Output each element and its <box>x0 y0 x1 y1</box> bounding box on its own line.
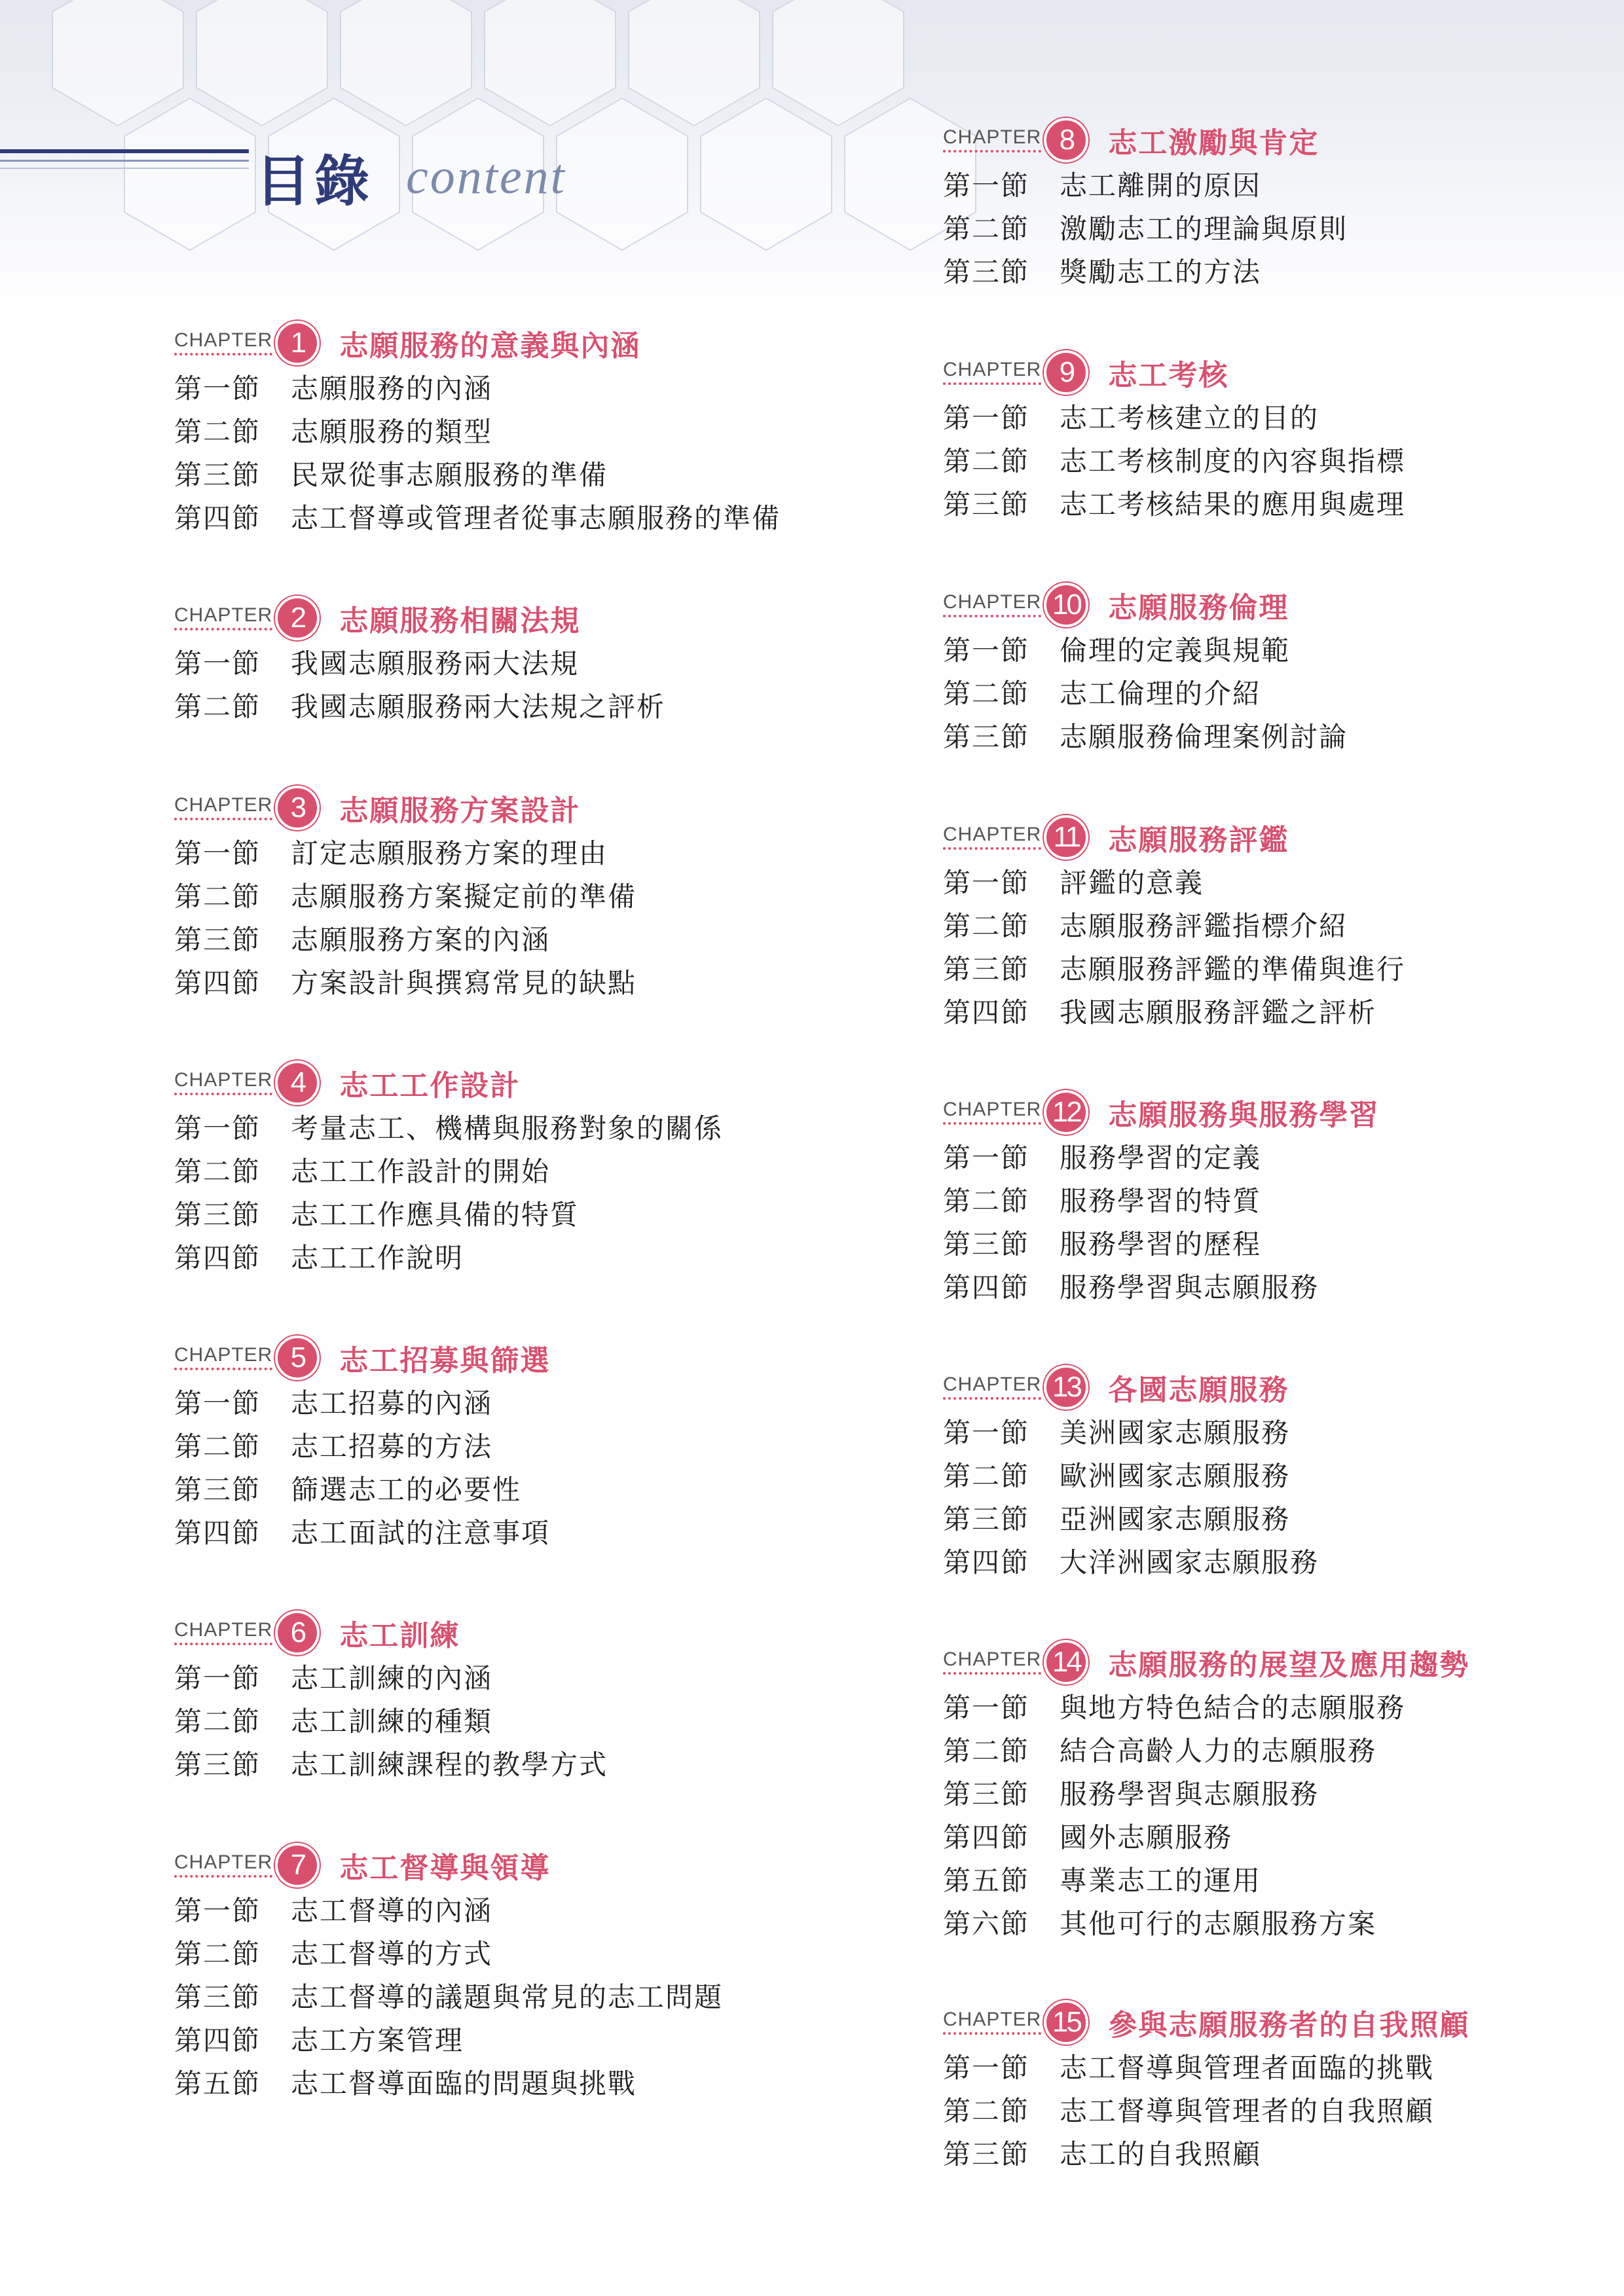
chapter-label: CHAPTER <box>174 331 272 355</box>
section-entry[interactable] <box>174 1380 895 1423</box>
section-entry[interactable] <box>174 409 895 452</box>
section-title: 服務學習的歷程 <box>1060 1228 1262 1260</box>
section-title: 志工督導面臨的問題與挑戰 <box>291 2068 637 2100</box>
section-entry[interactable] <box>174 1974 895 2017</box>
section-title: 激勵志工的理論與原則 <box>1060 213 1348 245</box>
section-entry[interactable] <box>943 1771 1624 1814</box>
section-number: 第一節 <box>943 867 1030 899</box>
section-entry[interactable] <box>174 917 895 960</box>
section-entry[interactable] <box>943 946 1624 989</box>
section-number: 第三節 <box>943 721 1030 753</box>
section-number: 第二節 <box>943 2095 1030 2127</box>
chapter-title: 志願服務評鑑 <box>1108 824 1289 857</box>
section-number: 第一節 <box>943 170 1030 202</box>
chapter-number-badge: 10 <box>1044 583 1088 627</box>
chapter-block <box>174 1061 895 1336</box>
section-number: 第二節 <box>174 691 261 723</box>
section-title: 志工督導的內涵 <box>291 1895 493 1927</box>
section-title: 服務學習與志願服務 <box>1060 1271 1320 1303</box>
section-entry[interactable] <box>943 438 1624 481</box>
section-number: 第二節 <box>943 1735 1030 1767</box>
chapter-heading[interactable] <box>174 596 895 640</box>
chapter-label: CHAPTER <box>943 1100 1041 1125</box>
section-number: 第一節 <box>174 373 261 405</box>
section-entry[interactable] <box>943 206 1624 249</box>
chapter-label: CHAPTER <box>174 1345 272 1370</box>
section-entry[interactable] <box>943 1453 1624 1496</box>
section-number: 第一節 <box>943 1142 1030 1174</box>
chapter-block <box>943 1090 1624 1365</box>
section-number: 第三節 <box>943 488 1030 520</box>
section-title: 志工訓練的種類 <box>291 1705 493 1738</box>
section-entry[interactable] <box>943 395 1624 438</box>
section-title: 志工訓練的內涵 <box>291 1662 493 1694</box>
section-title: 其他可行的志願服務方案 <box>1060 1908 1377 1940</box>
section-entry[interactable] <box>174 1698 895 1741</box>
chapter-heading[interactable] <box>943 1640 1624 1685</box>
section-title: 我國志願服務兩大法規之評析 <box>291 691 666 723</box>
chapter-label: CHAPTER <box>943 2010 1041 2035</box>
chapter-title: 志願服務的展望及應用趨勢 <box>1108 1649 1470 1682</box>
chapter-block <box>943 583 1624 815</box>
section-number: 第三節 <box>943 1228 1030 1260</box>
title-chinese: 目錄 <box>255 148 374 213</box>
section-number: 第二節 <box>174 1938 261 1970</box>
chapter-heading[interactable] <box>174 1843 895 1887</box>
section-number: 第二節 <box>174 1705 261 1738</box>
section-title: 志願服務方案擬定前的準備 <box>291 881 637 913</box>
section-entry[interactable] <box>174 452 895 495</box>
section-entry[interactable] <box>943 903 1624 946</box>
chapter-label: CHAPTER <box>174 1620 272 1645</box>
section-number: 第六節 <box>943 1908 1030 1940</box>
chapter-block <box>174 786 895 1061</box>
chapter-label: CHAPTER <box>943 825 1041 850</box>
section-number: 第二節 <box>174 1430 261 1463</box>
section-title: 與地方特色結合的志願服務 <box>1060 1692 1406 1724</box>
chapter-label: CHAPTER <box>943 1650 1041 1675</box>
chapter-heading[interactable] <box>943 815 1624 860</box>
section-number: 第三節 <box>174 1199 261 1231</box>
section-title: 志工督導與管理者面臨的挑戰 <box>1060 2052 1435 2084</box>
section-number: 第一節 <box>943 1692 1030 1724</box>
section-entry[interactable] <box>174 1510 895 1553</box>
chapter-title: 志工督導與領導 <box>339 1851 551 1885</box>
section-title: 結合高齡人力的志願服務 <box>1060 1735 1377 1767</box>
chapter-block <box>174 1843 895 2118</box>
section-number: 第二節 <box>943 678 1030 710</box>
chapter-title: 志願服務倫理 <box>1108 591 1289 625</box>
section-title: 考量志工、機構與服務對象的關係 <box>291 1112 724 1144</box>
section-number: 第四節 <box>174 2024 261 2056</box>
chapter-block <box>174 1336 895 1611</box>
section-title: 評鑑的意義 <box>1060 867 1204 899</box>
chapter-heading[interactable] <box>174 786 895 830</box>
chapter-title: 志願服務的意義與內涵 <box>339 329 641 363</box>
section-title: 志工的自我照顧 <box>1060 2138 1262 2170</box>
section-title: 亞洲國家志願服務 <box>1060 1503 1291 1535</box>
section-number: 第五節 <box>943 1865 1030 1897</box>
section-entry[interactable] <box>174 1235 895 1278</box>
section-number: 第一節 <box>174 1895 261 1927</box>
chapter-block <box>943 1640 1624 2000</box>
section-number: 第四節 <box>174 1242 261 1274</box>
chapter-heading[interactable] <box>174 1061 895 1105</box>
chapter-title: 志工考核 <box>1108 359 1229 392</box>
section-number: 第三節 <box>174 459 261 491</box>
section-entry[interactable] <box>943 1410 1624 1453</box>
section-entry[interactable] <box>174 1741 895 1785</box>
section-entry[interactable] <box>943 1178 1624 1221</box>
section-entry[interactable] <box>943 2045 1624 2088</box>
section-title: 志願服務倫理案例討論 <box>1060 721 1348 753</box>
section-title: 我國志願服務兩大法規 <box>291 647 580 680</box>
section-title: 國外志願服務 <box>1060 1821 1233 1853</box>
chapter-block <box>943 118 1624 350</box>
section-number: 第五節 <box>174 2068 261 2100</box>
section-number: 第四節 <box>943 1821 1030 1853</box>
chapter-number-badge: 4 <box>275 1061 320 1105</box>
section-entry[interactable] <box>943 627 1624 670</box>
section-number: 第三節 <box>174 1981 261 2013</box>
section-title: 志工工作應具備的特質 <box>291 1199 580 1231</box>
section-number: 第二節 <box>943 1185 1030 1217</box>
chapter-number-badge: 7 <box>275 1843 320 1887</box>
section-title: 歐洲國家志願服務 <box>1060 1460 1291 1492</box>
section-entry[interactable] <box>943 1496 1624 1539</box>
section-title: 倫理的定義與規範 <box>1060 634 1291 666</box>
chapter-title: 志工激勵與肯定 <box>1108 126 1320 160</box>
chapter-heading[interactable] <box>174 1336 895 1380</box>
chapter-block <box>174 596 895 786</box>
section-number: 第一節 <box>943 402 1030 434</box>
section-title: 專業志工的運用 <box>1060 1865 1262 1897</box>
section-entry[interactable] <box>943 1135 1624 1178</box>
section-entry[interactable] <box>174 1148 895 1192</box>
section-number: 第一節 <box>174 837 261 869</box>
chapter-label: CHAPTER <box>174 1070 272 1095</box>
chapter-number-badge: 15 <box>1044 2000 1088 2045</box>
section-title: 志工考核結果的應用與處理 <box>1060 488 1406 520</box>
chapter-title: 志願服務與服務學習 <box>1108 1099 1380 1132</box>
section-number: 第二節 <box>174 416 261 448</box>
section-title: 服務學習的定義 <box>1060 1142 1262 1174</box>
section-title: 志工倫理的介紹 <box>1060 678 1262 710</box>
section-entry[interactable] <box>174 365 895 409</box>
section-entry[interactable] <box>174 2060 895 2104</box>
section-entry[interactable] <box>943 162 1624 206</box>
section-number: 第二節 <box>174 881 261 913</box>
section-entry[interactable] <box>174 873 895 917</box>
section-title: 志願服務的類型 <box>291 416 493 448</box>
chapter-label: CHAPTER <box>943 128 1041 153</box>
section-title: 志工工作說明 <box>291 1242 464 1274</box>
chapter-number-badge: 13 <box>1044 1365 1088 1410</box>
section-number: 第二節 <box>943 445 1030 477</box>
section-number: 第三節 <box>174 1749 261 1781</box>
section-title: 志願服務評鑑指標介紹 <box>1060 910 1348 942</box>
chapter-number-badge: 14 <box>1044 1640 1088 1685</box>
section-title: 志工督導與管理者的自我照顧 <box>1060 2095 1435 2127</box>
section-title: 方案設計與撰寫常見的缺點 <box>291 967 637 999</box>
section-number: 第三節 <box>174 924 261 956</box>
chapter-heading[interactable] <box>943 350 1624 395</box>
section-entry[interactable] <box>174 495 895 538</box>
chapter-title: 志願服務相關法規 <box>339 604 581 638</box>
chapter-label: CHAPTER <box>943 360 1041 385</box>
chapter-title: 參與志願服務者的自我照顧 <box>1108 2009 1470 2042</box>
section-title: 志願服務方案的內涵 <box>291 924 551 956</box>
section-entry[interactable] <box>943 1264 1624 1307</box>
chapter-label: CHAPTER <box>174 1853 272 1878</box>
section-number: 第四節 <box>174 1517 261 1549</box>
title-english: content <box>406 149 566 204</box>
chapter-number-badge: 5 <box>275 1336 320 1380</box>
section-entry[interactable] <box>943 1221 1624 1264</box>
chapter-block <box>943 350 1624 583</box>
section-number: 第一節 <box>943 2052 1030 2084</box>
section-title: 志工招募的內涵 <box>291 1387 493 1419</box>
section-entry[interactable] <box>943 670 1624 714</box>
section-entry[interactable] <box>943 1901 1624 1944</box>
section-title: 志工督導的方式 <box>291 1938 493 1970</box>
toc-left-column <box>174 321 895 2118</box>
section-number: 第三節 <box>943 2138 1030 2170</box>
section-title: 民眾從事志願服務的準備 <box>291 459 608 491</box>
section-title: 志願服務的內涵 <box>291 373 493 405</box>
section-entry[interactable] <box>174 830 895 873</box>
chapter-heading[interactable] <box>943 118 1624 162</box>
section-entry[interactable] <box>943 2131 1624 2174</box>
section-number: 第四節 <box>943 1546 1030 1578</box>
chapter-label: CHAPTER <box>174 606 272 630</box>
section-number: 第二節 <box>943 910 1030 942</box>
chapter-number-badge: 8 <box>1044 118 1088 162</box>
section-title: 訂定志願服務方案的理由 <box>291 837 608 869</box>
section-number: 第一節 <box>174 1112 261 1144</box>
section-title: 志工考核制度的內容與指標 <box>1060 445 1406 477</box>
section-entry[interactable] <box>174 1887 895 1931</box>
section-entry[interactable] <box>943 1857 1624 1901</box>
section-title: 志工方案管理 <box>291 2024 464 2056</box>
section-number: 第二節 <box>943 1460 1030 1492</box>
toc-right-column <box>943 118 1624 2232</box>
chapter-block <box>174 321 895 596</box>
chapter-number-badge: 11 <box>1044 815 1088 860</box>
chapter-number-badge: 2 <box>275 596 320 640</box>
section-entry[interactable] <box>174 2017 895 2060</box>
chapter-title: 志工招募與篩選 <box>339 1344 551 1377</box>
section-number: 第一節 <box>174 647 261 680</box>
chapter-label: CHAPTER <box>943 1375 1041 1400</box>
chapter-heading[interactable] <box>943 1365 1624 1410</box>
section-number: 第一節 <box>174 1387 261 1419</box>
section-number: 第三節 <box>943 1503 1030 1535</box>
chapter-title: 志願服務方案設計 <box>339 794 581 828</box>
section-number: 第四節 <box>943 1271 1030 1303</box>
section-entry[interactable] <box>943 1728 1624 1771</box>
chapter-heading[interactable] <box>943 2000 1624 2045</box>
chapter-number-badge: 3 <box>275 786 320 830</box>
section-entry[interactable] <box>943 481 1624 524</box>
section-title: 志工訓練課程的教學方式 <box>291 1749 608 1781</box>
section-title: 志工工作設計的開始 <box>291 1156 551 1188</box>
section-entry[interactable] <box>174 1467 895 1510</box>
section-entry[interactable] <box>943 1539 1624 1582</box>
chapter-title: 各國志願服務 <box>1108 1374 1289 1407</box>
section-number: 第二節 <box>943 213 1030 245</box>
section-entry[interactable] <box>943 989 1624 1032</box>
section-entry[interactable] <box>943 2088 1624 2131</box>
section-title: 服務學習與志願服務 <box>1060 1778 1320 1810</box>
section-title: 志願服務評鑑的準備與進行 <box>1060 953 1406 985</box>
section-title: 大洋洲國家志願服務 <box>1060 1546 1320 1578</box>
section-number: 第一節 <box>174 1662 261 1694</box>
section-entry[interactable] <box>943 860 1624 903</box>
chapter-heading[interactable] <box>174 321 895 365</box>
chapter-heading[interactable] <box>943 583 1624 627</box>
section-number: 第三節 <box>174 1474 261 1506</box>
section-entry[interactable] <box>943 1814 1624 1857</box>
section-number: 第三節 <box>943 953 1030 985</box>
chapter-heading[interactable] <box>174 1611 895 1655</box>
chapter-title: 志工工作設計 <box>339 1069 521 1102</box>
section-title: 我國志願服務評鑑之評析 <box>1060 996 1377 1029</box>
section-entry[interactable] <box>174 1105 895 1148</box>
section-title: 志工督導的議題與常見的志工問題 <box>291 1981 724 2013</box>
section-entry[interactable] <box>174 1192 895 1235</box>
section-entry[interactable] <box>174 1931 895 1974</box>
section-title: 篩選志工的必要性 <box>291 1474 522 1506</box>
section-entry[interactable] <box>174 1655 895 1698</box>
section-entry[interactable] <box>174 683 895 727</box>
section-title: 獎勵志工的方法 <box>1060 256 1262 288</box>
chapter-block <box>174 1611 895 1843</box>
section-number: 第三節 <box>943 256 1030 288</box>
section-title: 志工面試的注意事項 <box>291 1517 551 1549</box>
chapter-label: CHAPTER <box>174 795 272 820</box>
chapter-title: 志工訓練 <box>339 1619 460 1652</box>
section-title: 美洲國家志願服務 <box>1060 1417 1291 1449</box>
section-entry[interactable] <box>174 640 895 683</box>
section-number: 第一節 <box>943 634 1030 666</box>
section-number: 第三節 <box>943 1778 1030 1810</box>
section-number: 第二節 <box>174 1156 261 1188</box>
section-entry[interactable] <box>943 1685 1624 1728</box>
chapter-heading[interactable] <box>943 1090 1624 1135</box>
section-entry[interactable] <box>943 249 1624 292</box>
section-entry[interactable] <box>943 714 1624 757</box>
chapter-number-badge: 1 <box>275 321 320 365</box>
section-number: 第四節 <box>174 967 261 999</box>
chapter-block <box>943 1365 1624 1640</box>
section-title: 志工督導或管理者從事志願服務的準備 <box>291 502 781 534</box>
chapter-number-badge: 9 <box>1044 350 1088 395</box>
chapter-number-badge: 6 <box>275 1611 320 1655</box>
section-title: 志工招募的方法 <box>291 1430 493 1463</box>
section-title: 服務學習的特質 <box>1060 1185 1262 1217</box>
section-number: 第四節 <box>174 502 261 534</box>
section-title: 志工離開的原因 <box>1060 170 1262 202</box>
chapter-block <box>943 2000 1624 2232</box>
section-entry[interactable] <box>174 1423 895 1467</box>
chapter-number-badge: 12 <box>1044 1090 1088 1135</box>
section-entry[interactable] <box>174 960 895 1003</box>
chapter-block <box>943 815 1624 1090</box>
chapter-label: CHAPTER <box>943 592 1041 617</box>
section-number: 第四節 <box>943 996 1030 1029</box>
section-title: 志工考核建立的目的 <box>1060 402 1320 434</box>
page-title <box>255 137 566 216</box>
section-number: 第一節 <box>943 1417 1030 1449</box>
